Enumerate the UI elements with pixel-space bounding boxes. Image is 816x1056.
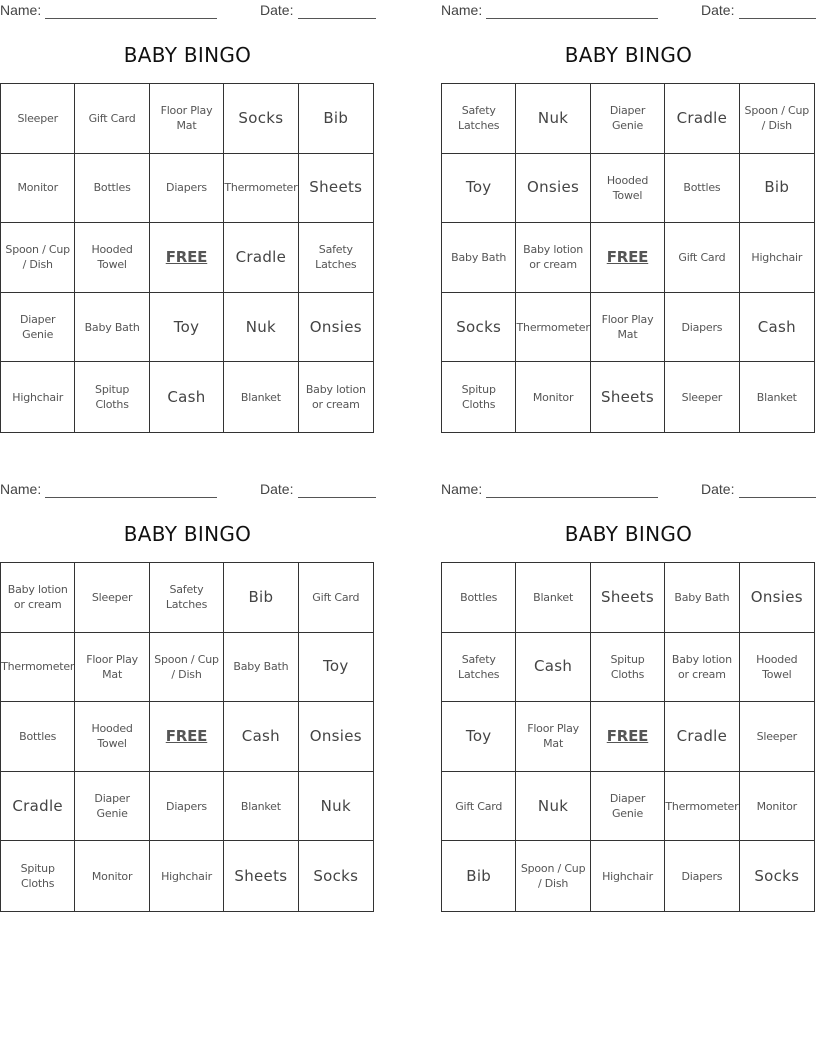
bingo-cell[interactable]: Baby Bath bbox=[224, 633, 298, 703]
bingo-cell[interactable]: Hooded Towel bbox=[740, 633, 814, 703]
bingo-cell[interactable]: Gift Card bbox=[442, 772, 516, 842]
bingo-cell[interactable]: Safety Latches bbox=[299, 223, 373, 293]
card-header bbox=[441, 0, 816, 22]
bingo-cell[interactable]: Diaper Genie bbox=[591, 772, 665, 842]
date-label: Date: bbox=[701, 481, 735, 497]
bingo-cell[interactable]: Diapers bbox=[150, 154, 224, 224]
bingo-cell[interactable]: Diapers bbox=[150, 772, 224, 842]
bingo-cell[interactable]: Bottles bbox=[442, 563, 516, 633]
bingo-cell[interactable]: Cradle bbox=[665, 702, 739, 772]
bingo-cell[interactable]: Bib bbox=[740, 154, 814, 224]
name-blank-line[interactable] bbox=[486, 18, 658, 19]
bingo-cell[interactable]: Bottles bbox=[665, 154, 739, 224]
bingo-cell[interactable]: Baby lotion or cream bbox=[665, 633, 739, 703]
card-title: BABY BINGO bbox=[123, 522, 252, 546]
bingo-cell[interactable]: Spitup Cloths bbox=[75, 362, 149, 432]
bingo-cell[interactable]: Gift Card bbox=[299, 563, 373, 633]
bingo-cell[interactable]: Onsies bbox=[740, 563, 814, 633]
bingo-cell[interactable]: Onsies bbox=[516, 154, 590, 224]
date-label: Date: bbox=[701, 2, 735, 18]
free-space-cell[interactable]: FREE bbox=[150, 702, 224, 772]
bingo-cell[interactable]: Baby Bath bbox=[75, 293, 149, 363]
bingo-cell[interactable]: Sheets bbox=[224, 841, 298, 911]
name-blank-line[interactable] bbox=[45, 497, 217, 498]
bingo-cell[interactable]: Onsies bbox=[299, 702, 373, 772]
date-blank-line[interactable] bbox=[298, 18, 376, 19]
bingo-cell[interactable]: Socks bbox=[754, 866, 800, 885]
bingo-cell[interactable]: Safety Latches bbox=[442, 84, 516, 154]
card-title: BABY BINGO bbox=[564, 522, 693, 546]
bingo-cell[interactable]: Spoon / Cup / Dish bbox=[516, 841, 590, 911]
bingo-cell[interactable]: Sleeper bbox=[75, 563, 149, 633]
name-blank-line[interactable] bbox=[45, 18, 217, 19]
bingo-cell[interactable]: Toy bbox=[299, 633, 373, 703]
bingo-cell[interactable]: Cash bbox=[150, 362, 224, 432]
bingo-cell[interactable]: Sleeper bbox=[740, 702, 814, 772]
date-blank-line[interactable] bbox=[298, 497, 376, 498]
bingo-cell[interactable]: Monitor bbox=[740, 772, 814, 842]
bingo-cell[interactable]: Blanket bbox=[756, 390, 797, 404]
bingo-cell[interactable]: Cash bbox=[740, 293, 814, 363]
name-blank-line[interactable] bbox=[486, 497, 658, 498]
bingo-cell[interactable]: Highchair bbox=[740, 223, 814, 293]
bingo-cell[interactable]: Diaper Genie bbox=[1, 293, 75, 363]
bingo-cell[interactable]: Spoon / Cup / Dish bbox=[1, 223, 75, 293]
bingo-cell[interactable]: Diapers bbox=[665, 841, 739, 911]
bingo-cell[interactable]: Monitor bbox=[75, 841, 149, 911]
date-label: Date: bbox=[260, 2, 294, 18]
bingo-cell[interactable]: Gift Card bbox=[75, 84, 149, 154]
bingo-cell[interactable]: Cash bbox=[516, 633, 590, 703]
bingo-cell[interactable]: Baby lotion or cream bbox=[1, 563, 75, 633]
bingo-cell[interactable]: Thermometer bbox=[516, 293, 590, 363]
bingo-cell[interactable]: Baby lotion or cream bbox=[516, 223, 590, 293]
bingo-cell[interactable]: Thermometer bbox=[1, 633, 75, 703]
card-title: BABY BINGO bbox=[564, 43, 693, 67]
bingo-cell[interactable]: Blanket bbox=[224, 362, 298, 432]
bingo-cell[interactable]: Cradle bbox=[665, 84, 739, 154]
bingo-cell[interactable]: Hooded Towel bbox=[75, 223, 149, 293]
bingo-cell[interactable]: Spoon / Cup / Dish bbox=[150, 633, 224, 703]
bingo-grid bbox=[0, 83, 374, 433]
bingo-cell[interactable]: Cash bbox=[224, 702, 298, 772]
bingo-card bbox=[441, 0, 816, 412]
bingo-cell[interactable]: Hooded Towel bbox=[591, 154, 665, 224]
bingo-cell[interactable]: Floor Play Mat bbox=[516, 702, 590, 772]
date-label: Date: bbox=[260, 481, 294, 497]
bingo-cell[interactable]: Baby lotion or cream bbox=[305, 383, 366, 412]
bingo-cell[interactable]: Highchair bbox=[1, 362, 75, 432]
bingo-grid bbox=[441, 83, 815, 433]
bingo-cell[interactable]: Hooded Towel bbox=[75, 702, 149, 772]
bingo-cell[interactable]: Safety Latches bbox=[442, 633, 516, 703]
bingo-cell[interactable]: Socks bbox=[224, 84, 298, 154]
bingo-cell[interactable]: Highchair bbox=[591, 841, 665, 911]
bingo-cell[interactable]: Monitor bbox=[516, 362, 590, 432]
bingo-cell[interactable]: Sleeper bbox=[665, 362, 739, 432]
bingo-cell[interactable]: Nuk bbox=[224, 293, 298, 363]
bingo-cell[interactable]: Sleeper bbox=[1, 84, 75, 154]
bingo-cell[interactable]: Bib bbox=[442, 841, 516, 911]
name-label: Name: bbox=[0, 2, 42, 18]
bingo-cell[interactable]: Bib bbox=[299, 84, 373, 154]
bingo-cell[interactable]: Thermometer bbox=[665, 772, 739, 842]
bingo-cell[interactable]: Sheets bbox=[591, 563, 665, 633]
bingo-cell[interactable]: Cradle bbox=[224, 223, 298, 293]
bingo-cell[interactable]: Sheets bbox=[591, 362, 665, 432]
free-space-cell[interactable]: FREE bbox=[150, 223, 224, 293]
bingo-cell[interactable]: Bib bbox=[224, 563, 298, 633]
bingo-cell[interactable]: Spitup Cloths bbox=[591, 633, 665, 703]
bingo-cell[interactable]: Socks bbox=[313, 866, 359, 885]
bingo-cell[interactable]: Blanket bbox=[224, 772, 298, 842]
bingo-cell[interactable]: Spoon / Cup / Dish bbox=[740, 84, 814, 154]
bingo-card bbox=[0, 479, 376, 891]
bingo-cell[interactable]: Bottles bbox=[75, 154, 149, 224]
date-blank-line[interactable] bbox=[739, 18, 816, 19]
bingo-cell[interactable]: Blanket bbox=[516, 563, 590, 633]
bingo-cell[interactable]: Onsies bbox=[299, 293, 373, 363]
bingo-cell[interactable]: Baby Bath bbox=[665, 563, 739, 633]
bingo-cell[interactable]: Floor Play Mat bbox=[591, 293, 665, 363]
bingo-cell[interactable]: Sheets bbox=[299, 154, 373, 224]
bingo-cell[interactable]: Bottles bbox=[1, 702, 75, 772]
bingo-cell[interactable]: Socks bbox=[442, 293, 516, 363]
bingo-cell[interactable]: Thermometer bbox=[224, 154, 298, 224]
free-space-cell[interactable]: FREE bbox=[591, 702, 665, 772]
bingo-cell[interactable]: Safety Latches bbox=[150, 563, 224, 633]
name-label: Name: bbox=[441, 481, 483, 497]
card-title: BABY BINGO bbox=[123, 43, 252, 67]
bingo-cell[interactable]: Cradle bbox=[1, 772, 75, 842]
card-header bbox=[0, 0, 376, 22]
bingo-cell[interactable]: Diaper Genie bbox=[75, 772, 149, 842]
free-space-cell[interactable]: FREE bbox=[591, 223, 665, 293]
bingo-cell[interactable]: Nuk bbox=[516, 84, 590, 154]
bingo-cell[interactable]: Highchair bbox=[150, 841, 224, 911]
bingo-cell[interactable]: Nuk bbox=[516, 772, 590, 842]
bingo-cell[interactable]: Diaper Genie bbox=[591, 84, 665, 154]
bingo-cell[interactable]: Spitup Cloths bbox=[442, 362, 516, 432]
bingo-card bbox=[441, 479, 816, 891]
bingo-cell[interactable]: Toy bbox=[442, 154, 516, 224]
bingo-cell[interactable]: Gift Card bbox=[665, 223, 739, 293]
card-header bbox=[0, 479, 376, 501]
bingo-cell[interactable]: Toy bbox=[442, 702, 516, 772]
bingo-cell[interactable]: Floor Play Mat bbox=[75, 633, 149, 703]
bingo-cell[interactable]: Monitor bbox=[1, 154, 75, 224]
bingo-cell[interactable]: Floor Play Mat bbox=[150, 84, 224, 154]
bingo-cell[interactable]: Diapers bbox=[665, 293, 739, 363]
bingo-cell[interactable]: Nuk bbox=[299, 772, 373, 842]
bingo-grid bbox=[441, 562, 815, 912]
date-blank-line[interactable] bbox=[739, 497, 816, 498]
bingo-cell[interactable]: Spitup Cloths bbox=[1, 841, 75, 911]
bingo-card bbox=[0, 0, 376, 412]
card-header bbox=[441, 479, 816, 501]
bingo-cell[interactable]: Toy bbox=[150, 293, 224, 363]
bingo-grid bbox=[0, 562, 374, 912]
bingo-cell[interactable]: Baby Bath bbox=[442, 223, 516, 293]
name-label: Name: bbox=[441, 2, 483, 18]
name-label: Name: bbox=[0, 481, 42, 497]
